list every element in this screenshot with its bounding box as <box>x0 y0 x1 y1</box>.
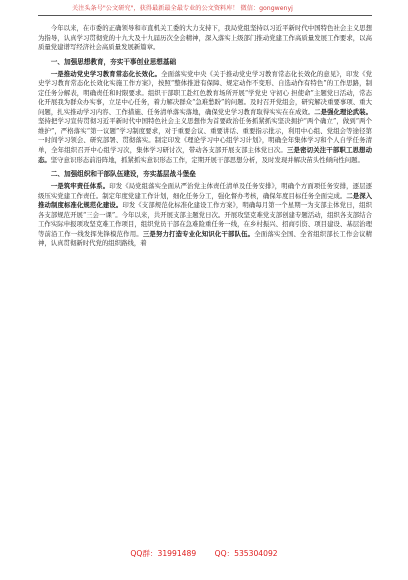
point-3-lead: 三是密切关注干部职工思想动态。 <box>38 146 372 164</box>
point-2-text: 坚持把学习宣传贯彻习近平新时代中国特色社会主义思想作为首要政治任务抓紧抓实坚决拥护“两个确立”，做到“两个维护”，严格落实“第一议题”学习制度要求，对于重要会议、重要讲话、重要指示批示，利用中心组、党组会等途径第一时间学习领会、研究部署、贯彻落实。制定印发《理论学习中心组学习计划》，明确全年集体学习和个人自学任务清单，全年组织召开中心组学习次，集体学习研讨次，带动各支部开展支部主体党日次。 <box>38 117 372 155</box>
section-heading-1: 一、加强思想教育，夯实干事创业思想基础 <box>50 57 177 66</box>
point-1-lead: 一是推动党史学习教育常态化长效化。 <box>50 69 162 78</box>
point-6-lead: 三是努力打造专业化知识化干部队伍。 <box>142 229 255 238</box>
point-1-text: 全面落实党中央《关于推动党史学习教育常态化长效化的意见》，印发《党史学习教育常态化长效化实施工作方案》，按照“整体推进有保障、规定动作不变形、自选动作有特色”的工作思路，制定任务分解表，明确责任和时限要求。组织干部职工赴红色教育场所开展“学党史 守初心 担使命”主题党日活动，常态化开展我为群众办实事，立足中心任务，着力解决群众“急难愁盼”的问题。及时召开党组会，研究解决重要事项、重大问题，扎实推动学习内容、工作措施、任务清单落实落地，确保党史学习教育取得实实在在成效。 <box>38 69 372 116</box>
document-body <box>38 24 372 536</box>
section-1-paragraph <box>38 70 372 165</box>
header-divider <box>38 15 372 16</box>
intro-paragraph: 今年以来，在市委的正确领导和市直机关工委的大力支持下，我局党组坚持以习近平新时代中国特色社会主义思想为指导，认真学习贯彻党的十九大及十九届历次全会精神，深入落实上级部门推动党建工作高质量发展工作要求，以高质量党建谱写经济社会高质量发展新篇章。 <box>38 24 372 52</box>
page-header <box>0 0 408 20</box>
point-2-lead: 二是强化理论武装。 <box>314 107 372 116</box>
point-4-lead: 一是筑牢责任体系。 <box>50 182 110 191</box>
qq-group-contact: QQ群：31991489 <box>130 549 197 558</box>
point-6-text: 全面落实全国、全省组织部长工作会议精神，认真贯彻新时代党的组织路线，着 <box>38 229 372 248</box>
point-5-lead: 二是深入推动制度标准化规范化建设。 <box>38 191 372 210</box>
header-banner: 关注头条号"公文研究"，获得最新最全最专业的公文资料库！ 微信：gongwenyj <box>72 5 293 12</box>
page-footer <box>0 548 408 564</box>
qq-contact: QQ：535304092 <box>214 549 278 558</box>
section-heading-2: 二、加强组织和干部队伍建设，夯实基层战斗堡垒 <box>50 170 196 179</box>
section-2-paragraph <box>38 182 372 249</box>
point-3-text: 坚守意识形态前沿阵地，抓紧抓实意识形态工作，定期开展干部思想分析，及时发现并解决苗头性倾向性问题。 <box>50 155 364 164</box>
point-5-text: 印发《支部规范化标准化建设工作方案》，明确每月第一个星期一为支部主体党日，组织各支部规范开展“三会一课”。今年以来，共开展支部主题党日次。开展攻坚克难党支部创建专题活动，组织各支部结合工作实际申报项攻坚克难工作项目，组织党员干部在急难险重任务一线，在乡村振兴、招商引资、项目建设、基层治理等前沿工作一线发挥先锋模范作用。 <box>38 201 372 238</box>
point-4-text: 印发《局党组落实全面从严治党主体责任清单及任务安排》，明确个方面项任务安排，逐层逐级压实党建工作责任。制定年度党建工作计划，细化任务分工，强化督办考核，确保年度目标任务全面完成。 <box>38 182 372 200</box>
